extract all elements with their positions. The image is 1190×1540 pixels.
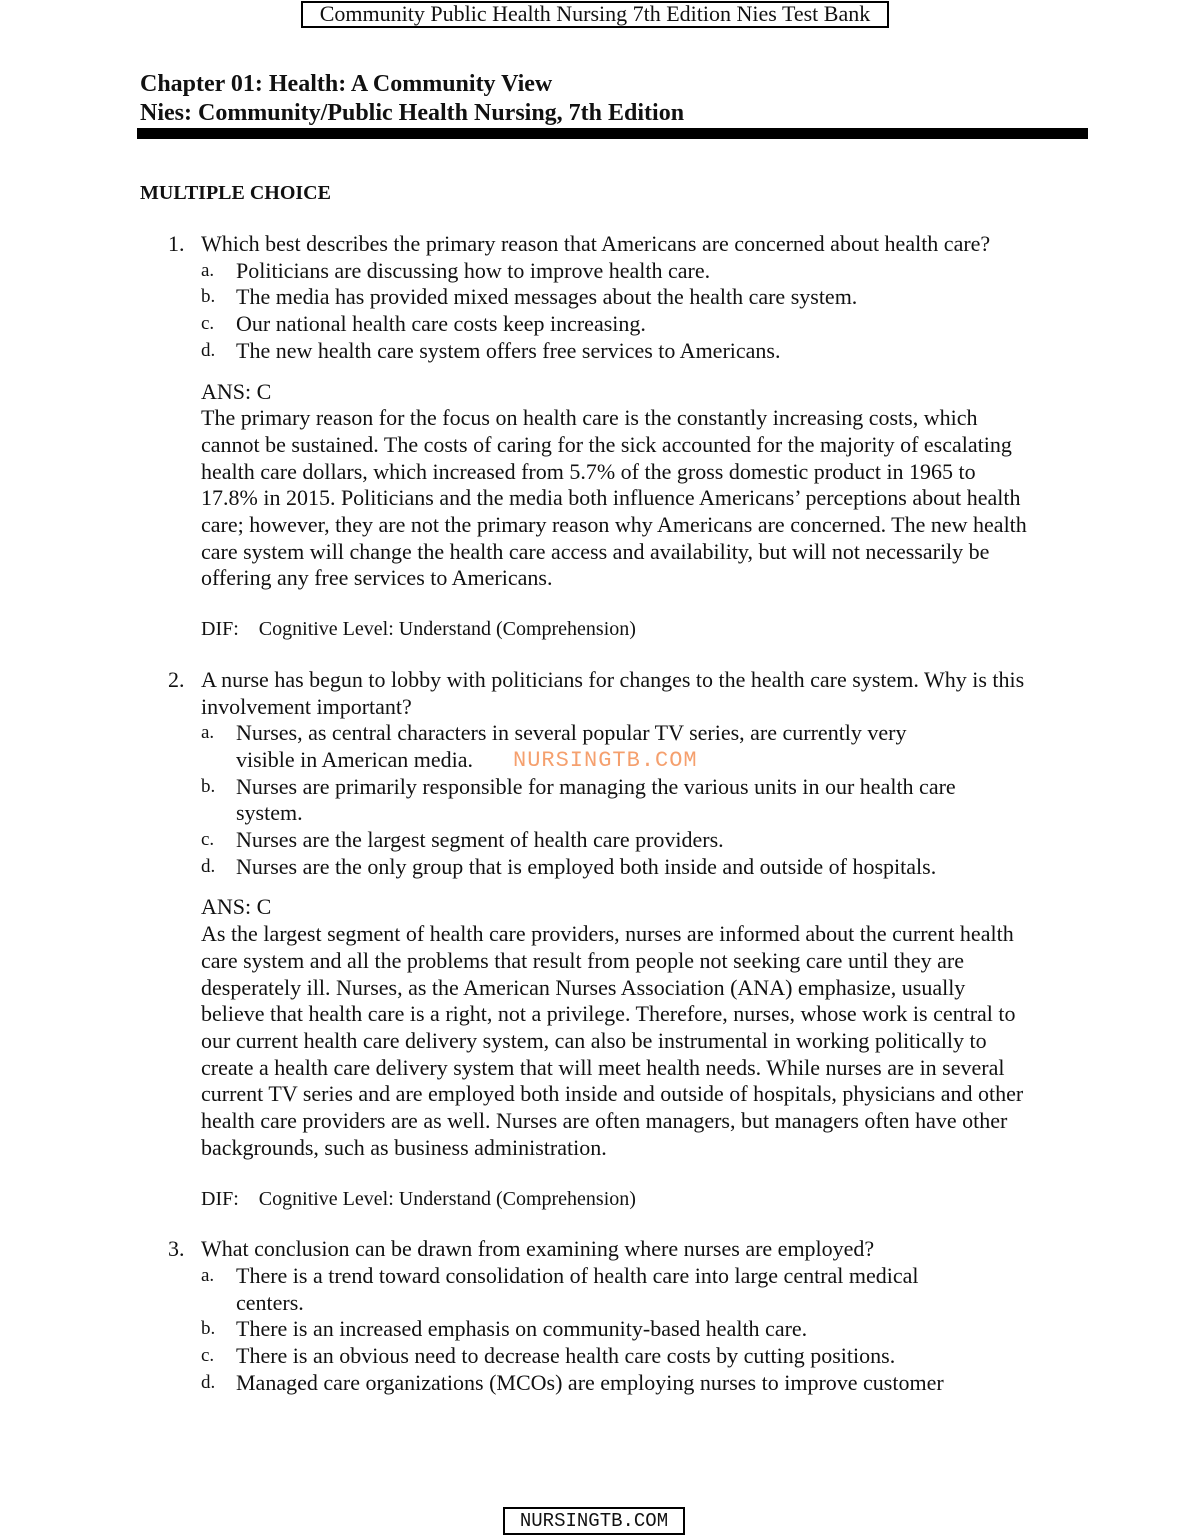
stem-line: A nurse has begun to lobby with politicians for changes to the health care system. Why is this — [201, 666, 1025, 692]
difficulty-label: DIF: — [201, 1187, 239, 1210]
difficulty-value: Cognitive Level: Understand (Comprehension) — [258, 618, 636, 641]
rationale-line: As the largest segment of health care providers, nurses are informed about the current health — [201, 921, 1014, 947]
option-label: a. — [201, 259, 215, 281]
question-stem — [201, 1236, 1190, 1263]
rationale-line: care; however, they are not the primary reason why Americans are concerned. The new health — [201, 512, 1027, 538]
answer-key: ANS: C — [201, 378, 272, 404]
answer-option — [201, 773, 1190, 827]
difficulty — [201, 1186, 1190, 1213]
answer-option — [201, 284, 1190, 311]
rationale-line: care system and all the problems that result from people not seeking care until they are — [201, 947, 965, 973]
answer-key: ANS: C — [201, 894, 272, 920]
option-label: c. — [201, 829, 215, 851]
rationale-line: cannot be sustained. The costs of caring for the sick accounted for the majority of escalating — [201, 431, 1012, 457]
difficulty-value: Cognitive Level: Understand (Comprehension) — [258, 1187, 636, 1210]
stem-line: involvement important? — [201, 693, 412, 719]
question-number: 3. — [168, 1236, 185, 1262]
option-text: There is a trend toward consolidation of health care into large central medical — [236, 1262, 919, 1288]
option-label: c. — [201, 1345, 215, 1367]
question-number: 2. — [168, 666, 185, 692]
rationale — [201, 405, 1190, 592]
question-list — [0, 231, 1190, 1420]
rationale-line: health care providers are as well. Nurses are often managers, but managers often have other — [201, 1108, 1008, 1134]
rationale-line: backgrounds, such as business administration. — [201, 1134, 607, 1160]
option-label: b. — [201, 775, 216, 797]
book-title: Nies: Community/Public Health Nursing, 7th Edition — [140, 100, 685, 126]
chapter-title: Chapter 01: Health: A Community View — [140, 71, 553, 97]
title-divider — [137, 128, 1088, 139]
header-banner: Community Public Health Nursing 7th Edition Nies Test Bank — [301, 1, 889, 28]
rationale — [201, 921, 1190, 1161]
option-label: b. — [201, 1318, 216, 1340]
question — [0, 1236, 1190, 1396]
option-text: Nurses, as central characters in several popular TV series, are currently very — [236, 720, 907, 746]
question-stem — [201, 231, 1190, 258]
question-number: 1. — [168, 231, 185, 256]
section-heading: MULTIPLE CHOICE — [140, 182, 331, 204]
watermark: NURSINGTB.COM — [513, 748, 698, 773]
answer-option — [201, 1369, 1190, 1397]
answer-option — [201, 1262, 1190, 1316]
rationale-line: desperately ill. Nurses, as the American Nurses Association (ANA) emphasize, usually — [201, 974, 966, 1000]
option-text: Nurses are primarily responsible for managing the various units in our health care — [236, 773, 956, 799]
rationale-line: The primary reason for the focus on health care is the constantly increasing costs, which — [201, 405, 978, 431]
option-label: d. — [201, 1371, 216, 1393]
option-text: visible in American media. — [236, 746, 474, 772]
option-text: The new health care system offers free services to Americans. — [236, 337, 781, 363]
option-text: Politicians are discussing how to improve health care. — [236, 257, 711, 283]
option-text: Nurses are the largest segment of health care providers. — [236, 827, 724, 853]
option-label: b. — [201, 286, 216, 308]
rationale-line: create a health care delivery system that will meet health needs. While nurses are in several — [201, 1054, 1005, 1080]
rationale-line: current TV series and are employed both inside and outside of hospitals, physicians and other — [201, 1081, 1024, 1107]
option-text: Nurses are the only group that is employed both inside and outside of hospitals. — [236, 853, 937, 879]
option-label: d. — [201, 855, 216, 877]
option-text: There is an obvious need to decrease health care costs by cutting positions. — [236, 1343, 896, 1369]
answer-option — [201, 1343, 1190, 1370]
answer-option — [201, 311, 1190, 338]
stem-line: What conclusion can be drawn from examining where nurses are employed? — [201, 1236, 875, 1262]
question — [0, 231, 1190, 643]
answer-option — [201, 720, 1190, 773]
rationale-line: offering any free services to Americans. — [201, 565, 553, 591]
difficulty — [201, 616, 1190, 643]
rationale-line: health care dollars, which increased from 5.7% of the gross domestic product in 1965 to — [201, 458, 976, 484]
rationale-line: 17.8% in 2015. Politicians and the media both influence Americans’ perceptions about health — [201, 485, 1021, 511]
option-text: Managed care organizations (MCOs) are employing nurses to improve customer — [236, 1369, 944, 1395]
answer-option — [201, 337, 1190, 365]
option-label: c. — [201, 313, 215, 335]
option-text: The media has provided mixed messages about the health care system. — [236, 284, 858, 310]
answer-option — [201, 257, 1190, 285]
rationale-line: our current health care delivery system, can also be instrumental in working politically to — [201, 1027, 987, 1053]
option-text: Our national health care costs keep increasing. — [236, 311, 646, 337]
option-label: a. — [201, 1264, 215, 1286]
footer-link[interactable]: NURSINGTB.COM — [503, 1507, 685, 1535]
rationale-line: care system will change the health care access and availability, but will not necessarily be — [201, 538, 990, 564]
option-label: a. — [201, 722, 215, 744]
answer-option — [201, 853, 1190, 881]
rationale-line: believe that health care is a right, not a privilege. Therefore, nurses, whose work is central to — [201, 1001, 1016, 1027]
answer-option — [201, 827, 1190, 854]
option-label: d. — [201, 339, 216, 361]
difficulty-label: DIF: — [201, 618, 239, 641]
answer-option — [201, 1316, 1190, 1343]
question-stem — [201, 667, 1190, 720]
stem-line: Which best describes the primary reason that Americans are concerned about health care? — [201, 231, 991, 256]
option-text: system. — [236, 800, 303, 826]
option-text: There is an increased emphasis on community-based health care. — [236, 1316, 808, 1342]
option-text: centers. — [236, 1289, 304, 1315]
